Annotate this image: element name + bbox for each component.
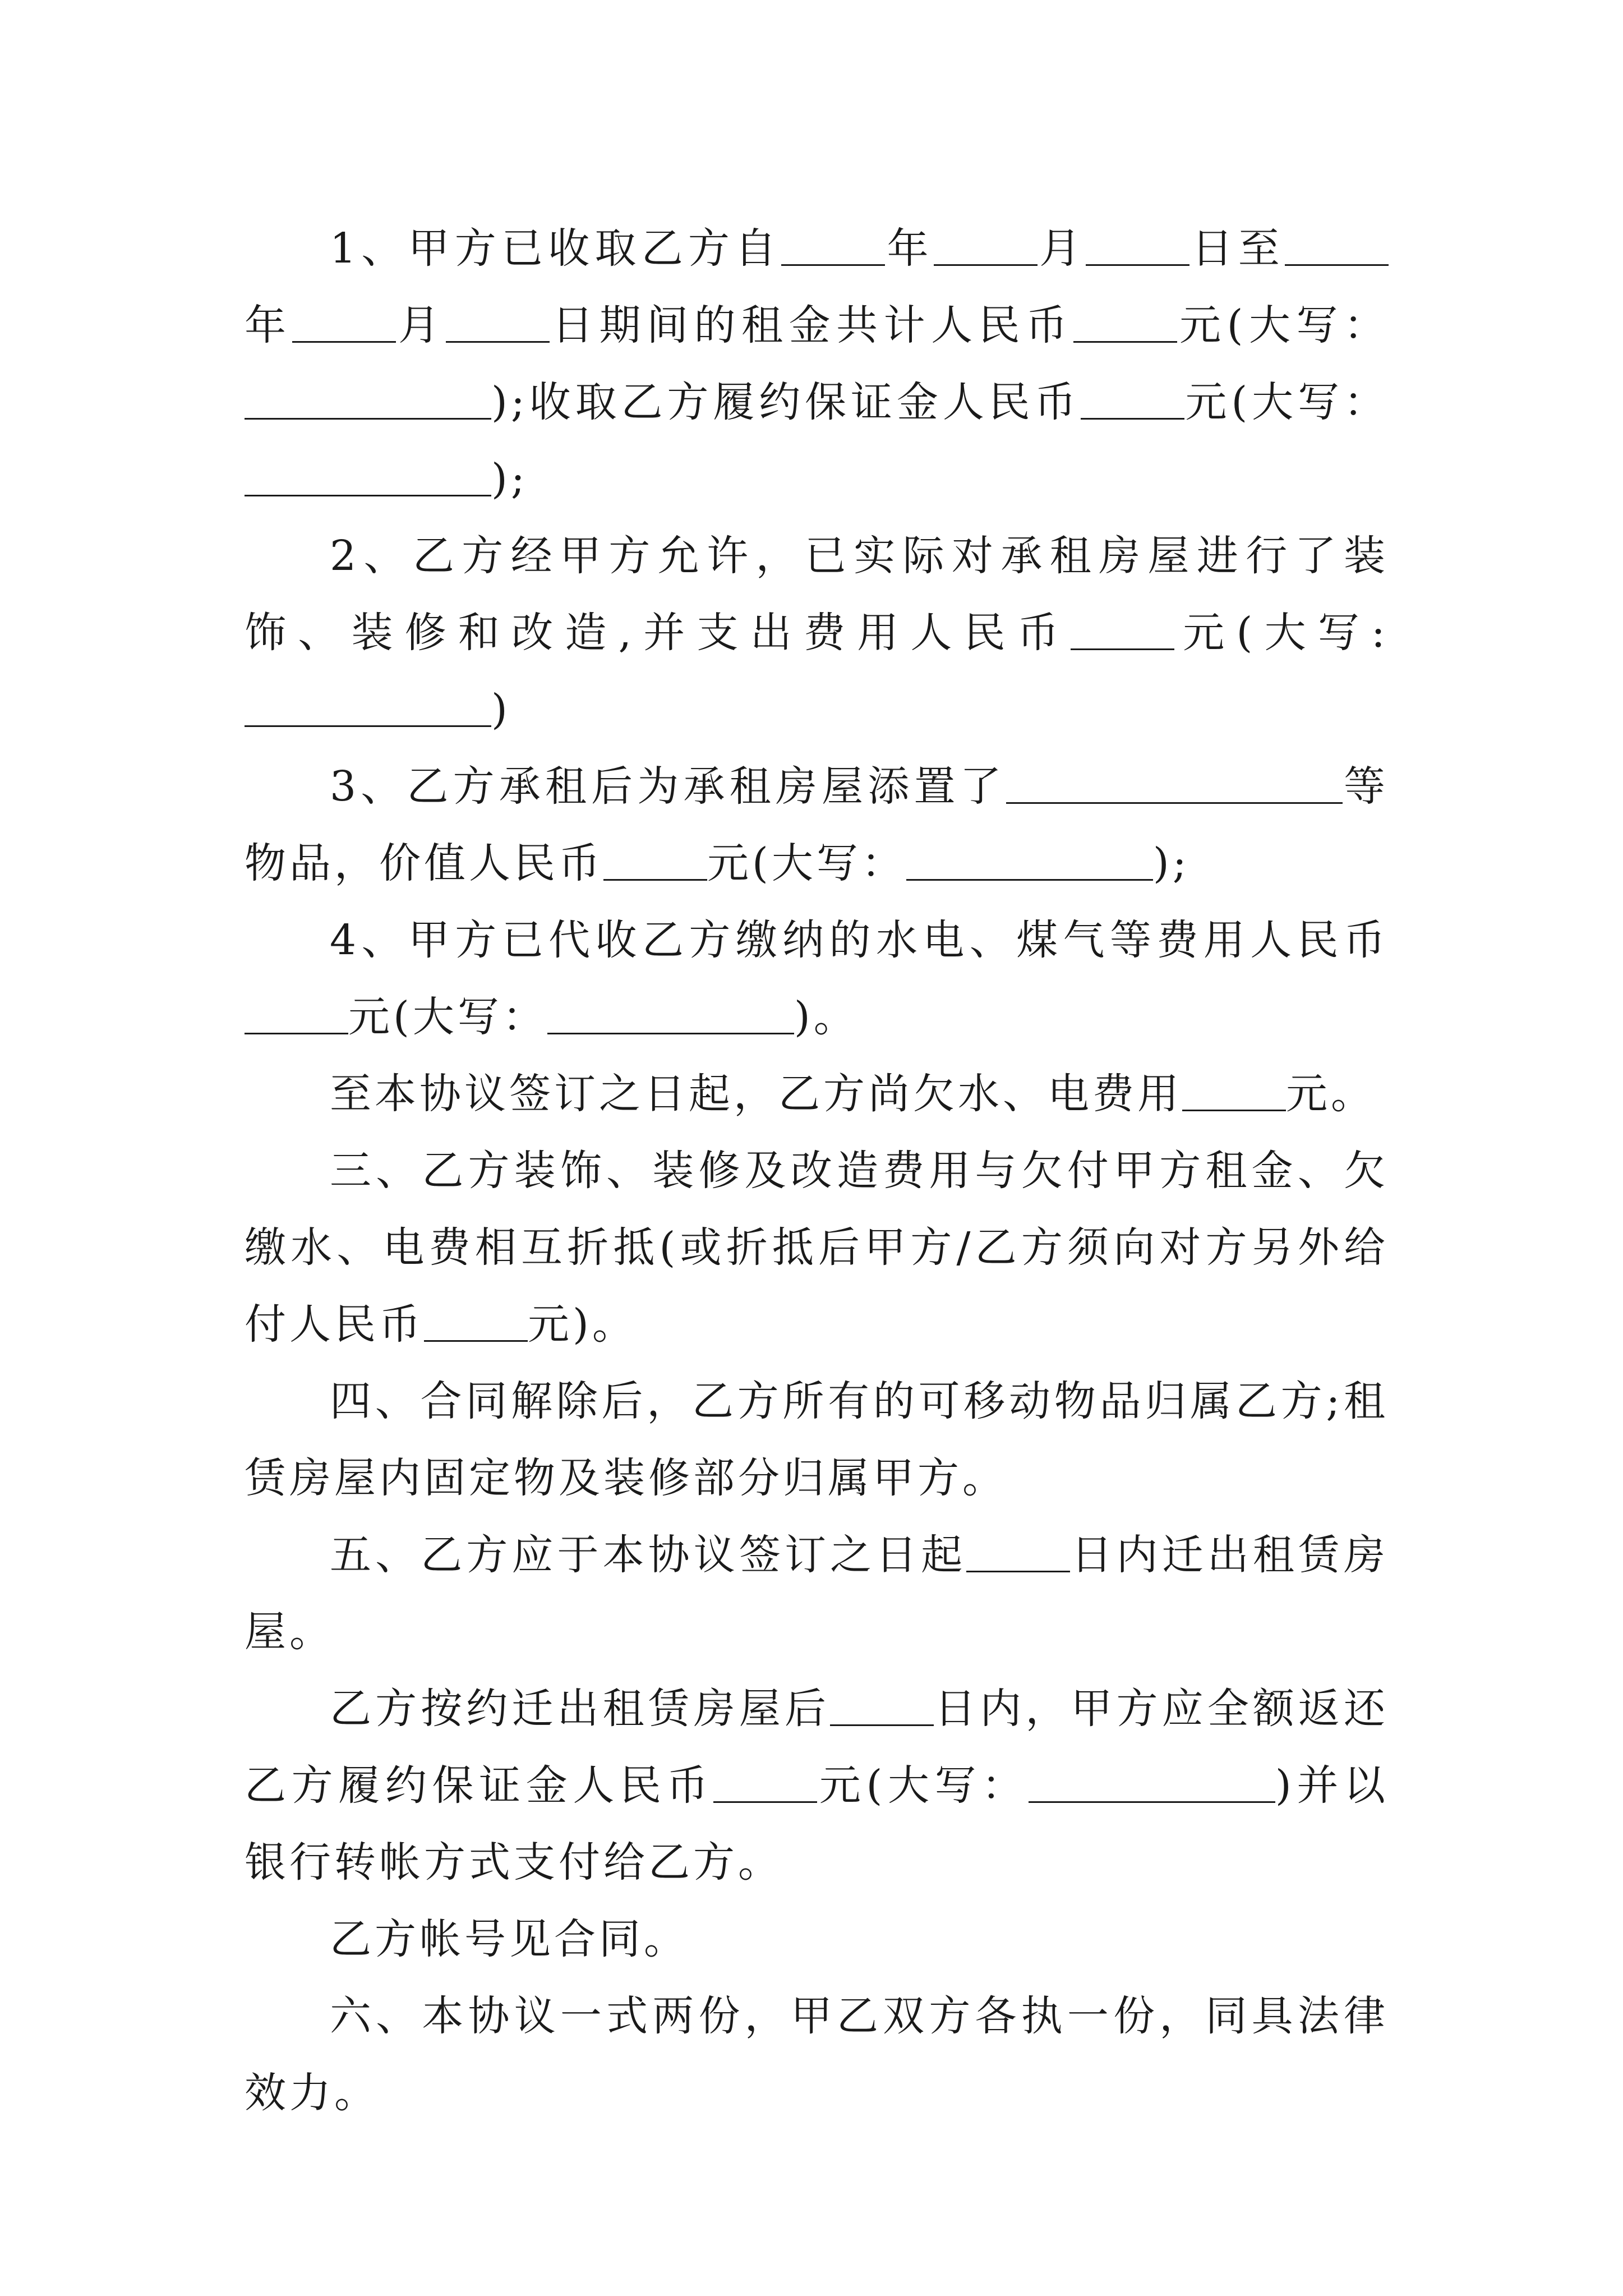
blank-end-day[interactable] [446, 302, 550, 343]
blank-refund-amount[interactable] [713, 1762, 817, 1803]
blank-deposit-amount-words[interactable] [245, 455, 491, 496]
text: 日内迁出租赁房屋。 [245, 1531, 1389, 1656]
text: 六、本协议一式两份，甲乙双方各执一份，同具法律效力。 [245, 1992, 1389, 2117]
blank-renovation-amount[interactable] [1071, 609, 1174, 650]
blank-start-month[interactable] [934, 225, 1038, 266]
text: 元(大写： [1177, 301, 1389, 349]
text: 3、乙方承租后为承租房屋添置了 [330, 762, 1006, 811]
text: 三、乙方装饰、装修及改造费用与欠付甲方租金、欠缴水、电费相互折抵(或折抵后甲方/乙方须向对方另外给付人民币 [245, 1147, 1389, 1349]
blank-end-month[interactable] [292, 302, 396, 343]
text: 1、甲方已收取乙方自 [330, 224, 782, 273]
blank-added-items[interactable] [1006, 763, 1343, 804]
blank-rent-amount[interactable] [1073, 302, 1177, 343]
blank-outstanding-amount[interactable] [1182, 1070, 1286, 1111]
blank-utilities-amount-words[interactable] [547, 993, 794, 1034]
blank-items-value[interactable] [603, 840, 707, 881]
text: ); [491, 455, 528, 503]
text: 日至 [1189, 224, 1285, 273]
text: ) [491, 685, 511, 734]
blank-renovation-amount-words[interactable] [245, 686, 491, 727]
clause-1-rent-received [245, 210, 1389, 518]
text: 元(大写： [348, 993, 547, 1041]
text: ); [1152, 839, 1190, 887]
blank-items-value-words[interactable] [906, 840, 1153, 881]
text: 元。 [1286, 1070, 1376, 1118]
text: 四、合同解除后，乙方所有的可移动物品归属乙方;租赁房屋内固定物及装修部分归属甲方。 [245, 1377, 1389, 1502]
text: 2、乙方经甲方允许，已实际对承租房屋进行了装饰、装修和改造,并支出费用人民币 [245, 532, 1389, 657]
blank-move-out-days[interactable] [966, 1531, 1070, 1572]
clause-six-copies [245, 1978, 1389, 2132]
text: 元(大写： [707, 839, 906, 887]
text: 乙方帐号见合同。 [330, 1915, 689, 1963]
clause-three-offset [245, 1133, 1389, 1363]
blank-start-year[interactable] [781, 225, 885, 266]
blank-refund-days[interactable] [830, 1685, 934, 1726]
text: )并以银行转帐方式支付给乙方。 [245, 1761, 1389, 1887]
agreement-body [245, 210, 1389, 2132]
blank-utilities-amount[interactable] [245, 993, 348, 1034]
text: 乙方按约迁出租赁房屋后 [330, 1685, 831, 1733]
blank-deposit-amount[interactable] [1081, 379, 1184, 420]
text: 元(大写: [1174, 609, 1389, 657]
text: 月 [1037, 224, 1086, 273]
text: 元(大写： [817, 1761, 1029, 1810]
blank-rent-amount-words[interactable] [245, 379, 491, 420]
text: 五、乙方应于本协议签订之日起 [330, 1531, 967, 1579]
text: 年 [245, 301, 292, 349]
blank-start-day[interactable] [1086, 225, 1189, 266]
text: );收取乙方履约保证金人民币 [491, 378, 1081, 426]
blank-offset-amount[interactable] [424, 1301, 528, 1342]
clause-4-utilities [245, 902, 1389, 1056]
text: 4、甲方已代收乙方缴纳的水电、煤气等费用人民币 [330, 916, 1389, 964]
text: 年 [885, 224, 934, 273]
clause-2-renovation [245, 518, 1389, 748]
text: 元(大写： [1184, 378, 1389, 426]
text: 日内，甲方应全额返还乙方履约保证金人民币 [245, 1685, 1389, 1810]
blank-refund-amount-words[interactable] [1029, 1762, 1275, 1803]
text: 月 [395, 301, 446, 349]
text: )。 [794, 993, 859, 1041]
clause-outstanding-fees [245, 1056, 1389, 1133]
clause-account-number [245, 1901, 1389, 1978]
text: 至本协议签订之日起，乙方尚欠水、电费用 [330, 1070, 1182, 1118]
blank-end-year[interactable] [1285, 225, 1389, 266]
text: 元)。 [528, 1300, 637, 1349]
text: 日期间的租金共计人民币 [549, 301, 1073, 349]
clause-deposit-refund [245, 1671, 1389, 1901]
clause-3-added-items [245, 748, 1389, 902]
clause-five-move-out [245, 1517, 1389, 1671]
clause-four-property-ownership [245, 1363, 1389, 1517]
text: 等物品，价值人民币 [245, 762, 1389, 887]
